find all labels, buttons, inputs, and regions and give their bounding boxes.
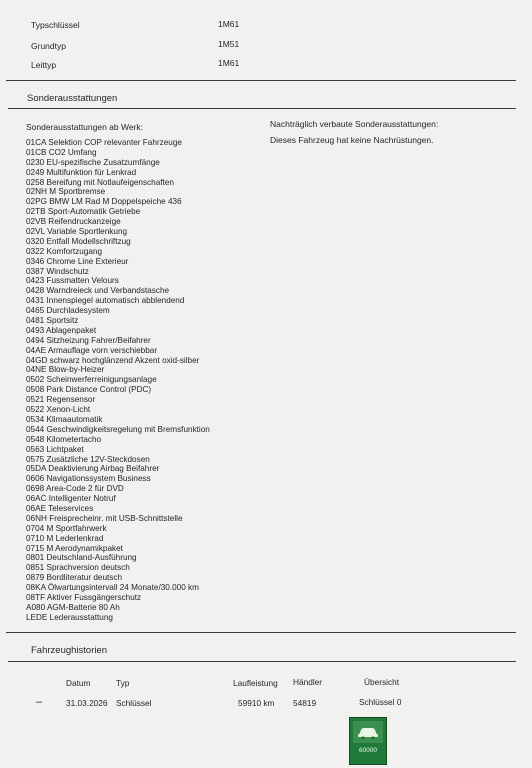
factory-option-item: 0423 Fussmatten Velours — [26, 276, 119, 286]
factory-option-item: 0346 Chrome Line Exterieur — [26, 256, 129, 266]
factory-option-item: 0494 Sitzheizung Fahrer/Beifahrer — [26, 335, 151, 345]
factory-option-item: 04NE Blow-by-Heizer — [26, 365, 105, 375]
factory-option-item: 0431 Innenspiegel automatisch abblendend — [26, 296, 185, 306]
factory-option-item: 0698 Area-Code 2 für DVD — [26, 484, 124, 494]
divider — [8, 661, 516, 662]
retrofit-options-text: Dieses Fahrzeug hat keine Nachrüstungen. — [270, 135, 434, 145]
factory-option-item: 0230 EU-spezifische Zusatzumfänge — [26, 157, 160, 167]
factory-option-item: 0502 Scheinwerferreinigungsanlage — [26, 375, 157, 385]
factory-option-item: 02NH M Sportbremse — [26, 187, 106, 197]
history-row-dealer: 54819 — [293, 698, 317, 708]
history-row-date: 31.03.2026 — [66, 698, 108, 708]
factory-option-item: 0563 Lichtpaket — [26, 444, 84, 454]
factory-option-item: 04GD schwarz hochglänzend Akzent oxid-silber — [26, 355, 200, 365]
history-col-date: Datum — [66, 678, 91, 688]
factory-option-item: 0522 Xenon-Licht — [26, 405, 91, 415]
factory-option-item: 0715 M Aerodynamikpaket — [26, 543, 123, 553]
history-col-mileage: Laufleistung — [233, 678, 278, 688]
history-col-type: Typ — [116, 678, 130, 688]
key-mileage-badge — [349, 717, 387, 765]
factory-option-item: A080 AGM-Batterie 80 Ah — [26, 602, 120, 612]
factory-option-item: 0548 Kilometertacho — [26, 434, 102, 444]
field-value-typschluessel: 1M61 — [218, 19, 240, 29]
factory-option-item: LEDE Lederausstattung — [26, 612, 113, 622]
factory-option-item: 0493 Ablagenpaket — [26, 325, 97, 335]
factory-option-item: 02TB Sport-Automatik Getriebe — [26, 207, 141, 217]
factory-option-item: 0320 Entfall Modellschriftzug — [26, 236, 131, 246]
factory-option-item: 0544 Geschwindigkeitsregelung mit Bremsfunktion — [26, 424, 210, 434]
history-col-dealer: Händler — [293, 677, 323, 687]
factory-option-item: 08KA Ölwartungsintervall 24 Monate/30.000 km — [26, 583, 199, 593]
car-key-icon — [353, 721, 383, 743]
factory-option-item: 0606 Navigationssystem Business — [26, 474, 151, 484]
factory-option-item: 0575 Zusätzliche 12V-Steckdosen — [26, 454, 150, 464]
factory-option-item: 02VB Reifendruckanzeige — [26, 217, 121, 227]
factory-option-item: 0508 Park Distance Control (PDC) — [26, 385, 152, 395]
badge-number: 60000 — [358, 747, 378, 754]
field-label-grundtyp: Grundtyp — [31, 41, 66, 51]
factory-option-item: 04AE Armauflage vorn verschiebbar — [26, 345, 158, 355]
factory-option-item: 08TF Aktiver Fussgängerschutz — [26, 592, 142, 602]
field-label-leittyp: Leittyp — [31, 60, 57, 70]
history-row-mileage: 59910 km — [238, 698, 275, 708]
factory-option-item: 0534 Klimaautomatik — [26, 414, 103, 424]
factory-option-item: 0801 Deutschland-Ausführung — [26, 553, 137, 563]
factory-option-item: 05DA Deaktivierung Airbag Beifahrer — [26, 464, 160, 474]
history-col-overview: Übersicht — [364, 677, 400, 687]
factory-option-item: 0249 Multifunktion für Lenkrad — [26, 167, 137, 177]
factory-option-item: 0710 M Lederlenkrad — [26, 533, 104, 543]
section-title-fahrzeughistorien: Fahrzeughistorien — [31, 645, 108, 656]
divider — [8, 108, 516, 109]
factory-option-item: 0704 M Sportfahrwerk — [26, 523, 107, 533]
factory-option-item: 01CB CO2 Umfang — [26, 147, 97, 157]
history-row-overview: Schlüssel 0 — [359, 697, 402, 707]
factory-option-item: 06NH Freisprecheinr. mit USB-Schnittstelle — [26, 513, 183, 523]
factory-option-item: 0428 Warndreieck und Verbandstasche — [26, 286, 170, 296]
field-value-grundtyp: 1M51 — [218, 39, 240, 49]
factory-options-heading: Sonderausstattungen ab Werk: — [26, 122, 144, 132]
field-label-typschluessel: Typschlüssel — [31, 20, 80, 30]
factory-option-item: 0481 Sportsitz — [26, 316, 79, 326]
factory-option-item: 0851 Sprachversion deutsch — [26, 563, 130, 573]
factory-option-item: 0387 Windschutz — [26, 266, 89, 276]
factory-option-item: 06AC Intelligenter Notruf — [26, 494, 116, 504]
factory-option-item: 0258 Bereifung mit Notlaufeigenschaften — [26, 177, 174, 187]
factory-option-item: 02PG BMW LM Rad M Doppelspeiche 436 — [26, 197, 182, 207]
divider — [6, 80, 516, 81]
history-row-type: Schlüssel — [116, 698, 152, 708]
factory-option-item: 0322 Komfortzugang — [26, 246, 103, 256]
section-title-sonderausstattungen: Sonderausstattungen — [27, 93, 118, 104]
factory-option-item: 01CA Selektion COP relevanter Fahrzeuge — [26, 138, 182, 147]
retrofit-options-heading: Nachträglich verbaute Sonderausstattungen: — [270, 119, 439, 129]
field-value-leittyp: 1M61 — [218, 58, 240, 68]
factory-option-item: 06AE Teleservices — [26, 503, 94, 513]
history-row-marker: – — [36, 696, 43, 708]
factory-option-item: 0879 Bordliteratur deutsch — [26, 573, 123, 583]
factory-option-item: 0465 Durchladesystem — [26, 306, 110, 316]
divider — [6, 632, 516, 633]
factory-option-item: 0521 Regensensor — [26, 395, 96, 405]
factory-option-item: 02VL Variable Sportlenkung — [26, 227, 128, 237]
factory-options-list — [26, 138, 210, 623]
